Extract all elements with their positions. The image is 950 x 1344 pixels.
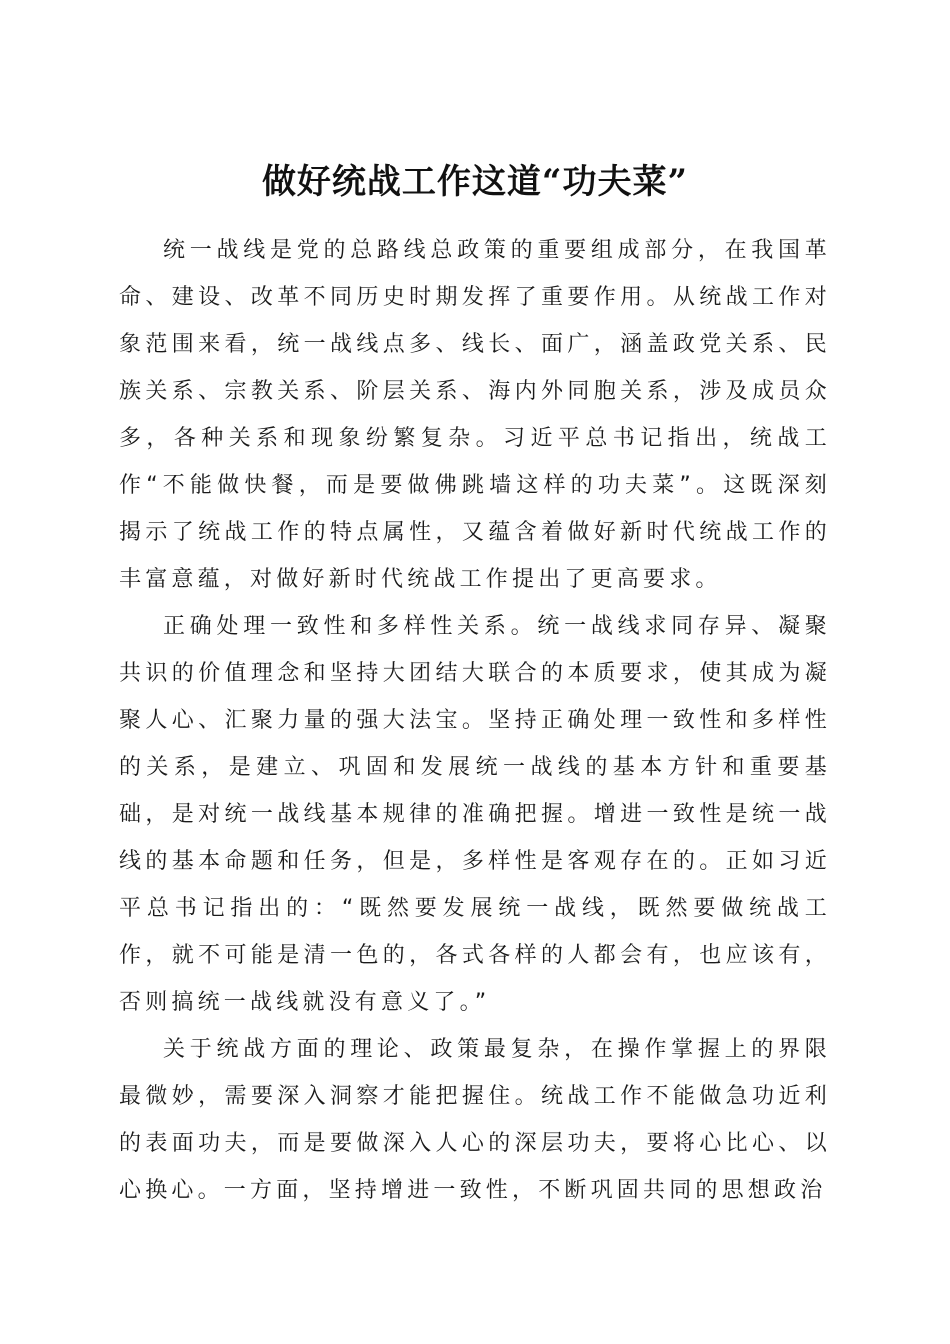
paragraph-3: 关于统战方面的理论、政策最复杂，在操作掌握上的界限最微妙，需要深入洞察才能把握住。统战工作不能做急功近利的表面功夫，而是要做深入人心的深层功夫，要将心比心、以心换心。一方面，坚持增进一致性，不断巩固共同的思想政治: [119, 1037, 831, 1203]
document-body: [119, 227, 831, 1214]
document-title: 做好统战工作这道“功夫菜”: [261, 161, 689, 202]
paragraph-2: 正确处理一致性和多样性关系。统一战线求同存异、凝聚共识的价值理念和坚持大团结大联合的本质要求，使其成为凝聚人心、汇聚力量的强大法宝。坚持正确处理一致性和多样性的关系，是建立、巩固和发展统一战线的基本方针和重要基础，是对统一战线基本规律的准确把握。增进一致性是统一战线的基本命题和任务，但是，多样性是客观存在的。正如习近平总书记指出的：“既然要发展统一战线，既然要做统战工作，就不可能是清一色的，各式各样的人都会有，也应该有，否则搞统一战线就没有意义了。”: [119, 614, 831, 1015]
paragraph-1: 统一战线是党的总路线总政策的重要组成部分，在我国革命、建设、改革不同历史时期发挥了重要作用。从统战工作对象范围来看，统一战线点多、线长、面广，涵盖政党关系、民族关系、宗教关系、阶层关系、海内外同胞关系，涉及成员众多，各种关系和现象纷繁复杂。习近平总书记指出，统战工作“不能做快餐，而是要做佛跳墙这样的功夫菜”。这既深刻揭示了统战工作的特点属性，又蕴含着做好新时代统战工作的丰富意蕴，对做好新时代统战工作提出了更高要求。: [119, 238, 831, 592]
